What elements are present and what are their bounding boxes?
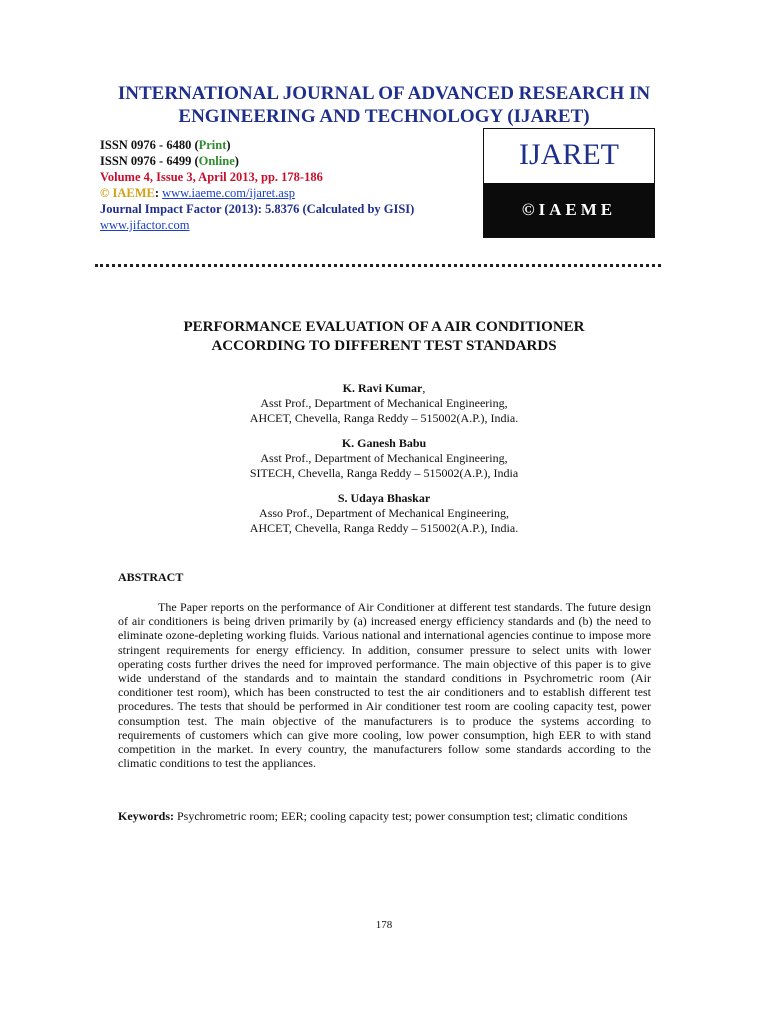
author-name: K. Ravi Kumar	[342, 381, 423, 395]
author-name: K. Ganesh Babu	[341, 436, 427, 450]
author-position: Asso Prof., Department of Mechanical Engineering,	[259, 506, 509, 520]
journal-title-line2: ENGINEERING AND TECHNOLOGY (IJARET)	[178, 106, 590, 127]
paper-title-line1: PERFORMANCE EVALUATION OF A AIR CONDITIONER	[183, 319, 585, 335]
paren: )	[226, 138, 231, 152]
author-name-suffix: ,	[422, 381, 426, 395]
jifactor-link[interactable]: www.jifactor.com	[100, 218, 190, 232]
journal-title	[60, 82, 708, 128]
iaeme-label: © IAEME	[100, 186, 155, 200]
keywords-label: Keywords:	[118, 809, 174, 823]
journal-logo	[483, 128, 655, 238]
issn-print-text: ISSN 0976 - 6480 (	[100, 138, 199, 152]
author-position: Asst Prof., Department of Mechanical Engineering,	[260, 396, 508, 410]
author-block	[180, 381, 588, 426]
volume-info: Volume 4, Issue 3, April 2013, pp. 178-186	[100, 170, 323, 184]
keywords-text: Psychrometric room; EER; cooling capacity test; power consumption test; climatic conditions	[174, 809, 628, 823]
abstract-heading: ABSTRACT	[118, 570, 184, 584]
paren: )	[234, 154, 239, 168]
author-affiliation: AHCET, Chevella, Ranga Reddy – 515002(A.P.), India.	[249, 521, 519, 535]
paper-title	[80, 318, 688, 356]
impact-factor: Journal Impact Factor (2013): 5.8376 (Calculated by GISI)	[100, 202, 415, 216]
iaeme-link[interactable]: www.iaeme.com/ijaret.asp	[162, 186, 295, 200]
page-number: 178	[375, 919, 393, 931]
header-divider	[95, 264, 661, 267]
logo-publisher: ©IAEME	[484, 183, 654, 237]
issn-print	[100, 137, 414, 153]
author-name: S. Udaya Bhaskar	[337, 491, 431, 505]
author-block	[180, 436, 588, 481]
author-affiliation: SITECH, Chevella, Ranga Reddy – 515002(A.P.), India	[249, 466, 519, 480]
author-block	[180, 491, 588, 536]
author-position: Asst Prof., Department of Mechanical Engineering,	[260, 451, 508, 465]
paper-title-line2: ACCORDING TO DIFFERENT TEST STANDARDS	[211, 338, 557, 354]
journal-title-line1: INTERNATIONAL JOURNAL OF ADVANCED RESEARCH IN	[117, 83, 651, 104]
keywords	[118, 809, 651, 824]
online-label: Online	[198, 154, 235, 168]
abstract-body: The Paper reports on the performance of Air Conditioner at different test standards. The future design of air conditioners is being driven primarily by (a) increased energy efficiency standards and (b) the need to eliminate ozone-depleting working fluids. Various national and international agencies continue to impose more stringent requirements for energy efficiency. In addition, consumer pressure to select units with lower operating costs further drives the need for improved performance. The main objective of this paper is to give wide understand of the standards and to maintain the standard conditions in Psychrometric room (Air conditioner test room), which has been constructed to test the air conditioners and to establish different test procedures. The tests that should be performed in Air conditioner test room are cooling capacity test, power consumption test. The main objective of the manufacturers is to produce the systems according to requirements of customers which can give more cooling, low power consumption, high EER to with stand competition in the market. In every country, the manufacturers follow some standards according to the climatic conditions to test the appliances.	[118, 600, 651, 771]
issn-online-text: ISSN 0976 - 6499 (	[100, 154, 199, 168]
iaeme-sep: :	[154, 186, 163, 200]
issn-online	[100, 153, 414, 169]
iaeme-line	[100, 185, 414, 201]
logo-name: IJARET	[519, 138, 619, 171]
print-label: Print	[198, 138, 227, 152]
author-affiliation: AHCET, Chevella, Ranga Reddy – 515002(A.P.), India.	[249, 411, 519, 425]
journal-info	[100, 137, 414, 233]
author-list	[180, 381, 588, 546]
